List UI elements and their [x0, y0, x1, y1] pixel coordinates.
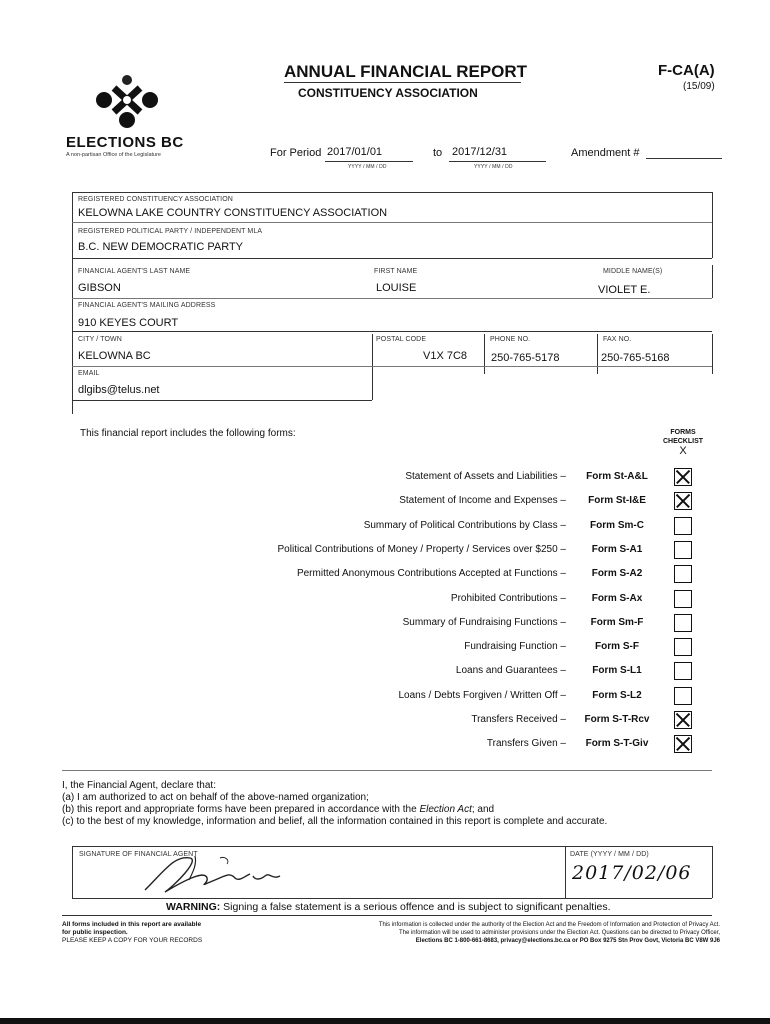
form-code-label: Form S-F — [595, 641, 639, 653]
form-code-label: Form St-I&E — [588, 495, 646, 507]
form-row — [60, 735, 710, 757]
form-code-label: Form Sm-C — [590, 519, 644, 531]
form-description: Permitted Anonymous Contributions Accepted at Functions – — [296, 568, 566, 580]
report-title: ANNUAL FINANCIAL REPORT — [284, 62, 528, 81]
footer-left-line-2: for public inspection. — [62, 929, 128, 936]
form-row — [60, 492, 710, 514]
form-checkbox[interactable] — [674, 687, 692, 705]
form-checkbox[interactable] — [674, 590, 692, 608]
form-checkbox[interactable] — [674, 468, 692, 486]
declaration-line-3-text: (b) this report and appropriate forms have been prepared in accordance with the — [62, 804, 420, 815]
phone-label: PHONE NO. — [490, 336, 531, 343]
form-row — [60, 541, 710, 563]
form-checkbox[interactable] — [674, 735, 692, 753]
checklist-label-forms: FORMS — [670, 429, 696, 436]
declaration-line-4: (c) to the best of my knowledge, information and belief, all the information contained in this report is complete and accurate. — [62, 816, 608, 827]
form-description: Statement of Assets and Liabilities – — [405, 471, 566, 482]
period-to-label: to — [433, 147, 443, 159]
association-label: REGISTERED CONSTITUENCY ASSOCIATION — [78, 196, 233, 203]
form-description: Prohibited Contributions – — [450, 592, 566, 604]
warning-text: Signing a false statement is a serious offence and is subject to significant penalties. — [223, 901, 611, 913]
first-name-label: FIRST NAME — [374, 268, 418, 275]
form-checkbox[interactable] — [674, 638, 692, 656]
form-row — [60, 711, 710, 733]
form-description: Statement of Income and Expenses – — [399, 495, 566, 507]
footer-right-line-1: This information is collected under the authority of the Election Act and the Freedom of Information and Protection of Privacy Act. — [378, 922, 720, 928]
warning — [166, 901, 611, 913]
amendment-label: Amendment # — [571, 147, 640, 159]
report-subtitle: CONSTITUENCY ASSOCIATION — [298, 86, 478, 100]
period-to[interactable]: 2017/12/31 — [452, 146, 508, 158]
signature-label: SIGNATURE OF FINANCIAL AGENT — [79, 851, 198, 858]
period-from[interactable]: 2017/01/01 — [327, 146, 383, 158]
form-code: F-CA(A) — [658, 62, 715, 79]
footer-left — [62, 921, 202, 945]
form-description: Transfers Given – — [486, 738, 566, 750]
party-label: REGISTERED POLITICAL PARTY / INDEPENDENT MLA — [78, 228, 263, 235]
fax-value[interactable]: 250-765-5168 — [601, 352, 670, 364]
address-value[interactable]: 910 KEYES COURT — [78, 317, 179, 329]
form-version: (15/09) — [683, 81, 715, 92]
form-row — [60, 614, 710, 636]
footer-right — [250, 921, 720, 945]
form-description: Summary of Political Contributions by Class – — [363, 519, 566, 531]
last-name-value[interactable]: GIBSON — [78, 282, 121, 294]
footer-left-line-3: PLEASE KEEP A COPY FOR YOUR RECORDS — [62, 937, 203, 944]
declaration-line-3-end: ; and — [471, 804, 495, 815]
checklist-label-checklist: CHECKLIST — [662, 438, 704, 445]
form-row — [60, 468, 710, 490]
city-label: CITY / TOWN — [78, 336, 122, 343]
period-from-hint: YYYY / MM / DD — [348, 164, 387, 170]
warning-label: WARNING: — [166, 901, 221, 913]
association-value[interactable]: KELOWNA LAKE COUNTRY CONSTITUENCY ASSOCIATION — [78, 207, 388, 219]
party-value[interactable]: B.C. NEW DEMOCRATIC PARTY — [78, 241, 244, 253]
date-value[interactable]: 2017/02/06 — [572, 862, 692, 884]
last-name-label: FINANCIAL AGENT'S LAST NAME — [78, 268, 191, 275]
form-description: Loans / Debts Forgiven / Written Off – — [398, 689, 566, 701]
footer-left-line-1: All forms included in this report are available — [62, 921, 202, 928]
postal-value[interactable]: V1X 7C8 — [423, 350, 468, 362]
form-row — [60, 517, 710, 539]
form-checkbox[interactable] — [674, 492, 692, 510]
period-label: For Period — [270, 147, 322, 159]
form-checkbox[interactable] — [674, 711, 692, 729]
declaration — [62, 780, 607, 828]
phone-value[interactable]: 250-765-5178 — [491, 352, 560, 364]
form-description: Fundraising Function – — [464, 641, 566, 653]
election-act-reference: Election Act — [419, 804, 472, 815]
email-value[interactable]: dlgibs@telus.net — [78, 384, 160, 396]
elections-bc-logo-icon — [92, 70, 162, 130]
email-label: EMAIL — [78, 370, 100, 377]
form-code-label: Form S-T-Giv — [585, 738, 649, 750]
declaration-line-2: (a) I am authorized to act on behalf of the above-named organization; — [62, 792, 369, 803]
form-code-label: Form St-A&L — [586, 471, 648, 482]
form-checkbox[interactable] — [674, 565, 692, 583]
form-code-label: Form S-T-Rcv — [584, 714, 650, 725]
form-checkbox[interactable] — [674, 614, 692, 632]
org-tagline: A non-partisan Office of the Legislature — [66, 152, 161, 158]
form-description: Summary of Fundraising Functions – — [402, 616, 566, 628]
footer-right-line-2: The information will be used to administer provisions under the Election Act. Questions can be directed to Privacy Officer, — [398, 930, 720, 936]
form-description: Transfers Received – — [471, 714, 566, 725]
form-row — [60, 565, 710, 587]
form-row — [60, 638, 710, 660]
forms-intro: This financial report includes the following forms: — [80, 428, 296, 439]
middle-name-label: MIDDLE NAME(S) — [603, 268, 663, 275]
form-code-label: Form S-L2 — [592, 689, 642, 701]
amendment-field[interactable] — [646, 158, 722, 159]
period-to-hint: YYYY / MM / DD — [474, 164, 513, 170]
checklist-header — [656, 428, 710, 456]
footer-right-line-3: Elections BC 1-800-661-8683, privacy@elections.bc.ca or PO Box 9275 Stn Prov Govt, Victoria BC V8W 9J6 — [415, 938, 720, 944]
form-row — [60, 687, 710, 709]
form-code-label: Form S-A2 — [591, 568, 643, 580]
form-code-label: Form S-L1 — [592, 665, 642, 677]
form-checkbox[interactable] — [674, 541, 692, 559]
fax-label: FAX NO. — [603, 336, 632, 343]
scan-border — [0, 1018, 770, 1024]
postal-label: POSTAL CODE — [376, 336, 427, 343]
form-checkbox[interactable] — [674, 517, 692, 535]
form-code-label: Form S-Ax — [591, 592, 643, 604]
date-label: DATE (YYYY / MM / DD) — [570, 851, 649, 858]
form-description: Loans and Guarantees – — [455, 665, 566, 677]
form-code-label: Form S-A1 — [591, 543, 643, 555]
form-row — [60, 590, 710, 612]
org-name: ELECTIONS BC — [66, 134, 184, 151]
signature-field[interactable] — [135, 850, 315, 898]
city-value[interactable]: KELOWNA BC — [78, 350, 151, 362]
form-description: Political Contributions of Money / Property / Services over $250 – — [277, 543, 566, 555]
form-code-label: Form Sm-F — [590, 616, 644, 628]
form-row — [60, 662, 710, 684]
handwritten-signature-icon — [135, 850, 315, 898]
middle-name-value[interactable]: VIOLET E. — [598, 284, 651, 296]
declaration-line-1: I, the Financial Agent, declare that: — [62, 780, 216, 791]
elections-bc-logo — [92, 70, 162, 130]
first-name-value[interactable]: LOUISE — [376, 282, 417, 294]
declaration-line-3 — [62, 804, 607, 816]
address-label: FINANCIAL AGENT'S MAILING ADDRESS — [78, 302, 216, 309]
form-checkbox[interactable] — [674, 662, 692, 680]
checklist-mark: X — [679, 445, 687, 457]
